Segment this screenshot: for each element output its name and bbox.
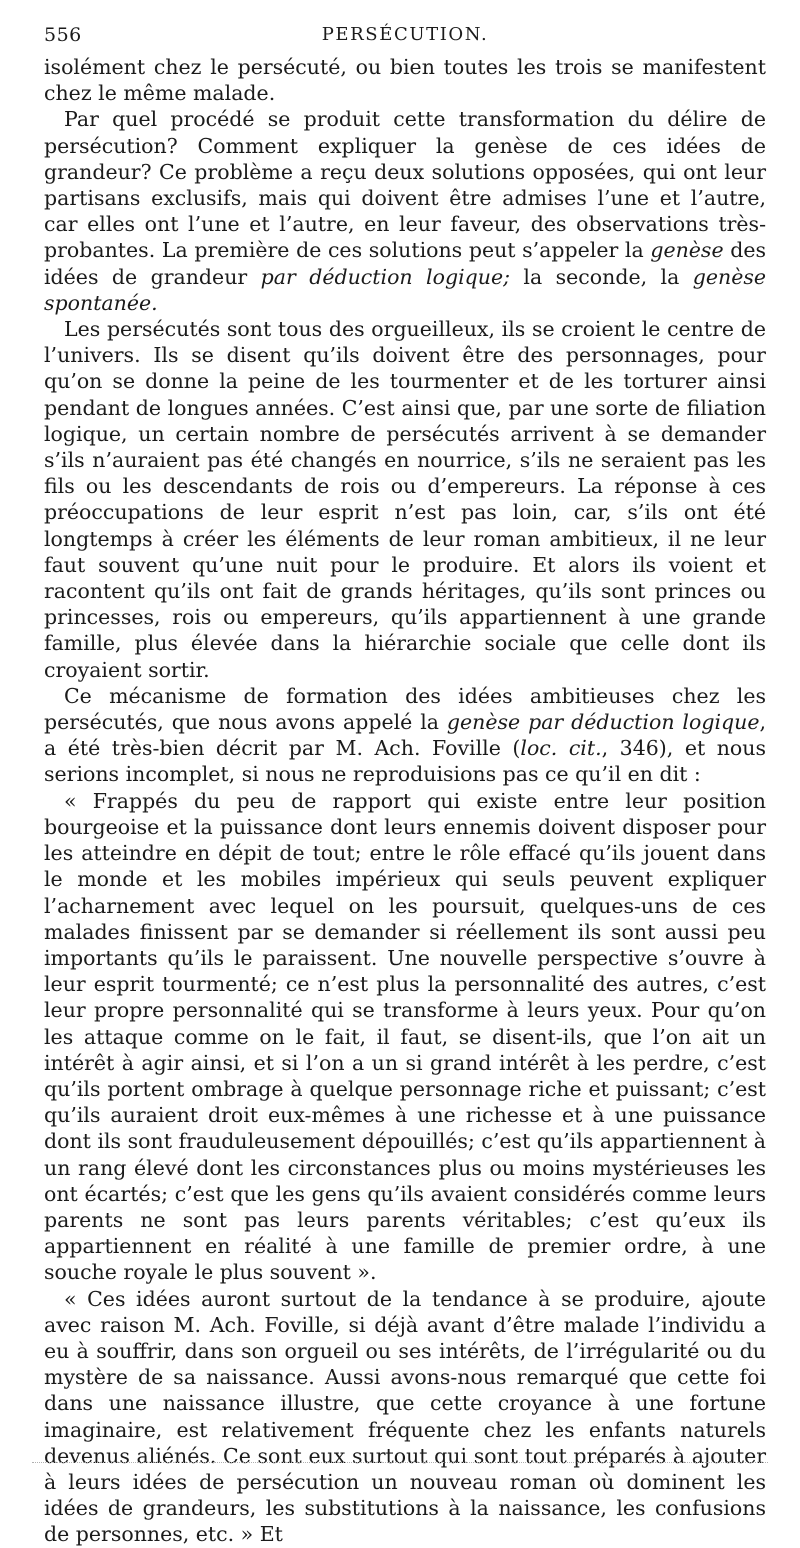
paragraph-continuation [44, 54, 766, 106]
text-segment: Ce mécanisme de formation des idées ambitieuses chez les persécutés, que nous avons appelé la [44, 683, 766, 735]
italic-text: genèse [650, 238, 724, 263]
running-title: PERSÉCUTION. [321, 24, 489, 45]
paragraph-transformation-question [44, 106, 766, 316]
text-segment: la seconde, la [510, 264, 693, 289]
paragraph-foville-mechanism [44, 683, 766, 788]
page-header [44, 22, 766, 50]
paragraph-persecuted-pride [44, 316, 766, 683]
italic-text: par déduction logique; [260, 264, 510, 289]
italic-text: loc. cit. [520, 736, 602, 761]
italic-text: genèse spontanée. [44, 264, 766, 315]
paragraph-foville-quote-2 [44, 1286, 766, 1548]
footer-dotted-rule [32, 1462, 768, 1463]
italic-text: genèse par déduction logique [446, 710, 760, 735]
paragraph-foville-quote-1 [44, 788, 766, 1286]
text-segment: , a été très-bien décrit par M. Ach. Foville ( [44, 710, 767, 761]
text-segment: « Ces idées auront surtout de la tendance à se produire, ajoute avec raison M. Ach. Foville, si déjà avant d’être malade l’individu a eu à souffrir, dans son orgueil ou ses intérêts, de l’irrégularité ou du mystère de sa naissance. Aussi avons-nous remarqué que cette foi dans une naissance illustre, que cette croyance à une fortune imaginaire, est relativement fréquente chez les enfants naturels devenus aliénés. Ce sont eux surtout qui sont tout préparés à ajouter à leurs idées de persécution un nouveau roman où dominent les idées de grandeurs, les substitutions à la naissance, les confusions de personnes, etc. » Et [44, 1286, 766, 1547]
page-number: 556 [44, 24, 82, 46]
text-segment: Par quel procédé se produit cette transformation du délire de persécution? Comment expliquer la genèse de ces idées de grandeur? Ce problème a reçu deux solutions opposées, qui ont leur partisans exclusifs, mais qui doivent être admises l’une et l’autre, car elles ont l’une et l’autre, en leur faveur, des observations très-probantes. La première de ces solutions peut s’appeler la [44, 107, 766, 263]
book-page [44, 22, 766, 1548]
text-segment: isolément chez le persécuté, ou bien toutes les trois se manifestent chez le même malade. [44, 55, 766, 106]
text-segment: des idées de grandeur [44, 238, 767, 289]
body-text [44, 54, 766, 1548]
text-segment: « Frappés du peu de rapport qui existe entre leur position bourgeoise et la puissance dont leurs ennemis doivent disposer pour les atteindre en dépit de tout; entre le rôle effacé qu’ils jouent dans le monde et les mobiles impérieux qui seuls peuvent expliquer l’acharnement avec lequel on les poursuit, quelques-uns de ces malades finissent par se demander si réellement ils sont aussi peu importants qu’ils le paraissent. Une nouvelle perspective s’ouvre à leur esprit tourmenté; ce n’est plus la personnalité des autres, c’est leur propre personnalité qui se transforme à leurs yeux. Pour qu’on les attaque comme on le fait, il faut, se disent-ils, que l’on ait un intérêt à agir ainsi, et si l’on a un si grand intérêt à les perdre, c’est qu’ils portent ombrage à quelque personnage riche et puissant; c’est qu’ils auraient droit eux-mêmes à une richesse et à une puissance dont ils sont frauduleusement dépouillés; c’est qu’ils appartiennent à un rang élevé dont les circonstances plus ou moins mystérieuses les ont écartés; c’est que les gens qu’ils avaient considérés comme leurs parents ne sont pas leurs parents véritables; c’est qu’eux ils appartiennent en réalité à une famille de premier ordre, à une souche royale le plus souvent ». [44, 788, 766, 1285]
text-segment: , 346), et nous serions incomplet, si nous ne reproduisions pas ce qu’il en dit : [44, 736, 766, 787]
text-segment: Les persécutés sont tous des orgueilleux, ils se croient le centre de l’univers. Ils se disent qu’ils doivent être des personnages, pour qu’on se donne la peine de les tourmenter et de les torturer ainsi pendant de longues années. C’est ainsi que, par une sorte de filiation logique, un certain nombre de persécutés arrivent à se demander s’ils n’auraient pas été changés en nourrice, s’ils ne seraient pas les fils ou les descendants de rois ou d’empereurs. La réponse à ces préoccupations de leur esprit n’est pas loin, car, s’ils ont été longtemps à créer les éléments de leur roman ambitieux, il ne leur faut souvent qu’une nuit pour le produire. Et alors ils voient et racontent qu’ils ont fait de grands héritages, qu’ils sont princes ou princesses, rois ou empereurs, qu’ils appartiennent à une grande famille, plus élevée dans la hiérarchie sociale que celle dont ils croyaient sortir. [44, 317, 766, 682]
